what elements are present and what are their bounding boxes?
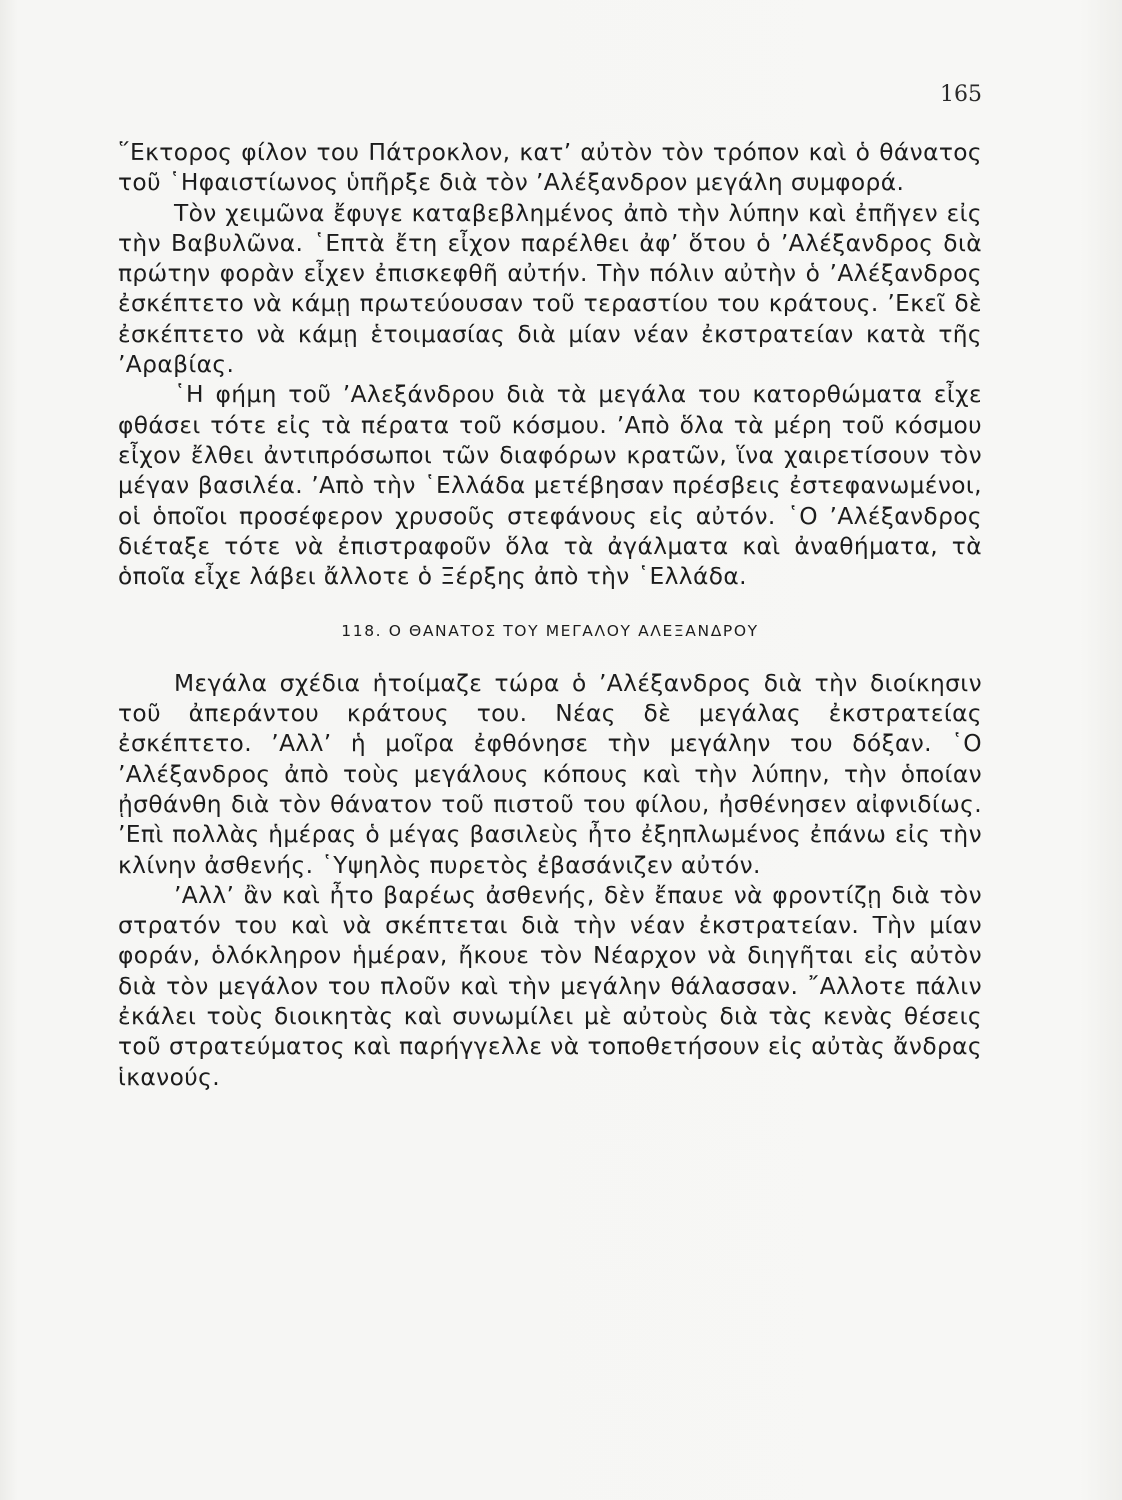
section-continued-text — [118, 138, 982, 592]
section-heading: 118. Ο ΘΑΝΑΤΟΣ ΤΟΥ ΜΕΓΑΛΟΥ ΑΛΕΞΑΝΔΡΟΥ — [341, 622, 759, 641]
paragraph: Μεγάλα σχέδια ἡτοίμαζε τώρα ὁ ’Αλέξανδρος διὰ τὴν διοίκησιν τοῦ ἀπεράντου κράτους του. Νέας δὲ μεγάλας ἐκστρατείας ἐσκέπτετο. ’Αλλ’ ἡ μοῖρα ἐφθόνησε τὴν μεγάλην του δόξαν. ῾Ο ’Αλέξανδρος ἀπὸ τοὺς μεγάλους κόπους καὶ τὴν λύπην, τὴν ὁποίαν ᾐσθάνθη διὰ τὸν θάνατον τοῦ πιστοῦ του φίλου, ἠσθένησεν αἰφνιδίως. ’Επὶ πολλὰς ἡμέρας ὁ μέγας βασιλεὺς ἦτο ἐξηπλωμένος ἐπάνω εἰς τὴν κλίνην ἀσθενής. ῾Υψηλὸς πυρετὸς ἐβασάνιζεν αὐτόν. — [118, 669, 982, 879]
paragraph: ’Αλλ’ ἂν καὶ ἦτο βαρέως ἀσθενής, δὲν ἔπαυε νὰ φροντίζῃ διὰ τὸν στρατόν του καὶ νὰ σκέπτεται διὰ τὴν νέαν ἐκστρατείαν. Τὴν μίαν φοράν, ὁλόκληρον ἡμέραν, ἤκουε τὸν Νέαρχον νὰ διηγῆται εἰς αὐτὸν διὰ τὸν μεγάλον του πλοῦν καὶ τὴν μεγάλην θάλασσαν. ῎Αλλοτε πάλιν ἐκάλει τοὺς διοικητὰς καὶ συνωμίλει μὲ αὐτοὺς διὰ τὰς κενὰς θέσεις τοῦ στρατεύματος καὶ παρήγγελλε νὰ τοποθετήσουν εἰς αὐτὰς ἄνδρας ἱκανούς. — [118, 881, 982, 1091]
page-text — [118, 138, 982, 1093]
section-118-text — [118, 669, 982, 1093]
paragraph: Τὸν χειμῶνα ἔφυγε καταβεβλημένος ἀπὸ τὴν λύπην καὶ ἐπῆγεν εἰς τὴν Βαβυλῶνα. ῾Επτὰ ἔτη εἶχον παρέλθει ἀφ’ ὅτου ὁ ’Αλέξανδρος διὰ πρώτην φορὰν εἶχεν ἐπισκεφθῆ αὐτήν. Τὴν πόλιν αὐτὴν ὁ ’Αλέξανδρος ἐσκέπτετο νὰ κάμῃ πρωτεύουσαν τοῦ τεραστίου του κράτους. ’Εκεῖ δὲ ἐσκέπτετο νὰ κάμῃ ἑτοιμασίας διὰ μίαν νέαν ἐκστρατείαν κατὰ τῆς ’Αραβίας. — [118, 199, 982, 379]
page-number: 165 — [940, 82, 982, 107]
paragraph: ῞Εκτορος φίλον του Πάτροκλον, κατ’ αὐτὸν τὸν τρόπον καὶ ὁ θάνατος τοῦ ῾Ηφαιστίωνος ὑπῆρξε διὰ τὸν ’Αλέξανδρον μεγάλη συμφορά. — [118, 139, 982, 197]
paragraph: ῾Η φήμη τοῦ ’Αλεξάνδρου διὰ τὰ μεγάλα του κατορθώματα εἶχε φθάσει τότε εἰς τὰ πέρατα τοῦ κόσμου. ’Απὸ ὅλα τὰ μέρη τοῦ κόσμου εἶχον ἔλθει ἀντιπρόσωποι τῶν διαφόρων κρατῶν, ἵνα χαιρετίσουν τὸν μέγαν βασιλέα. ’Απὸ τὴν ῾Ελλάδα μετέβησαν πρέσβεις ἐστεφανωμένοι, οἱ ὁποῖοι προσέφερον χρυσοῦς στεφάνους εἰς αὐτόν. ῾Ο ’Αλέξανδρος διέταξε τότε νὰ ἐπιστραφοῦν ὅλα τὰ ἀγάλματα καὶ ἀναθήματα, τὰ ὁποῖα εἶχε λάβει ἄλλοτε ὁ Ξέρξης ἀπὸ τὴν ῾Ελλάδα. — [118, 381, 982, 591]
